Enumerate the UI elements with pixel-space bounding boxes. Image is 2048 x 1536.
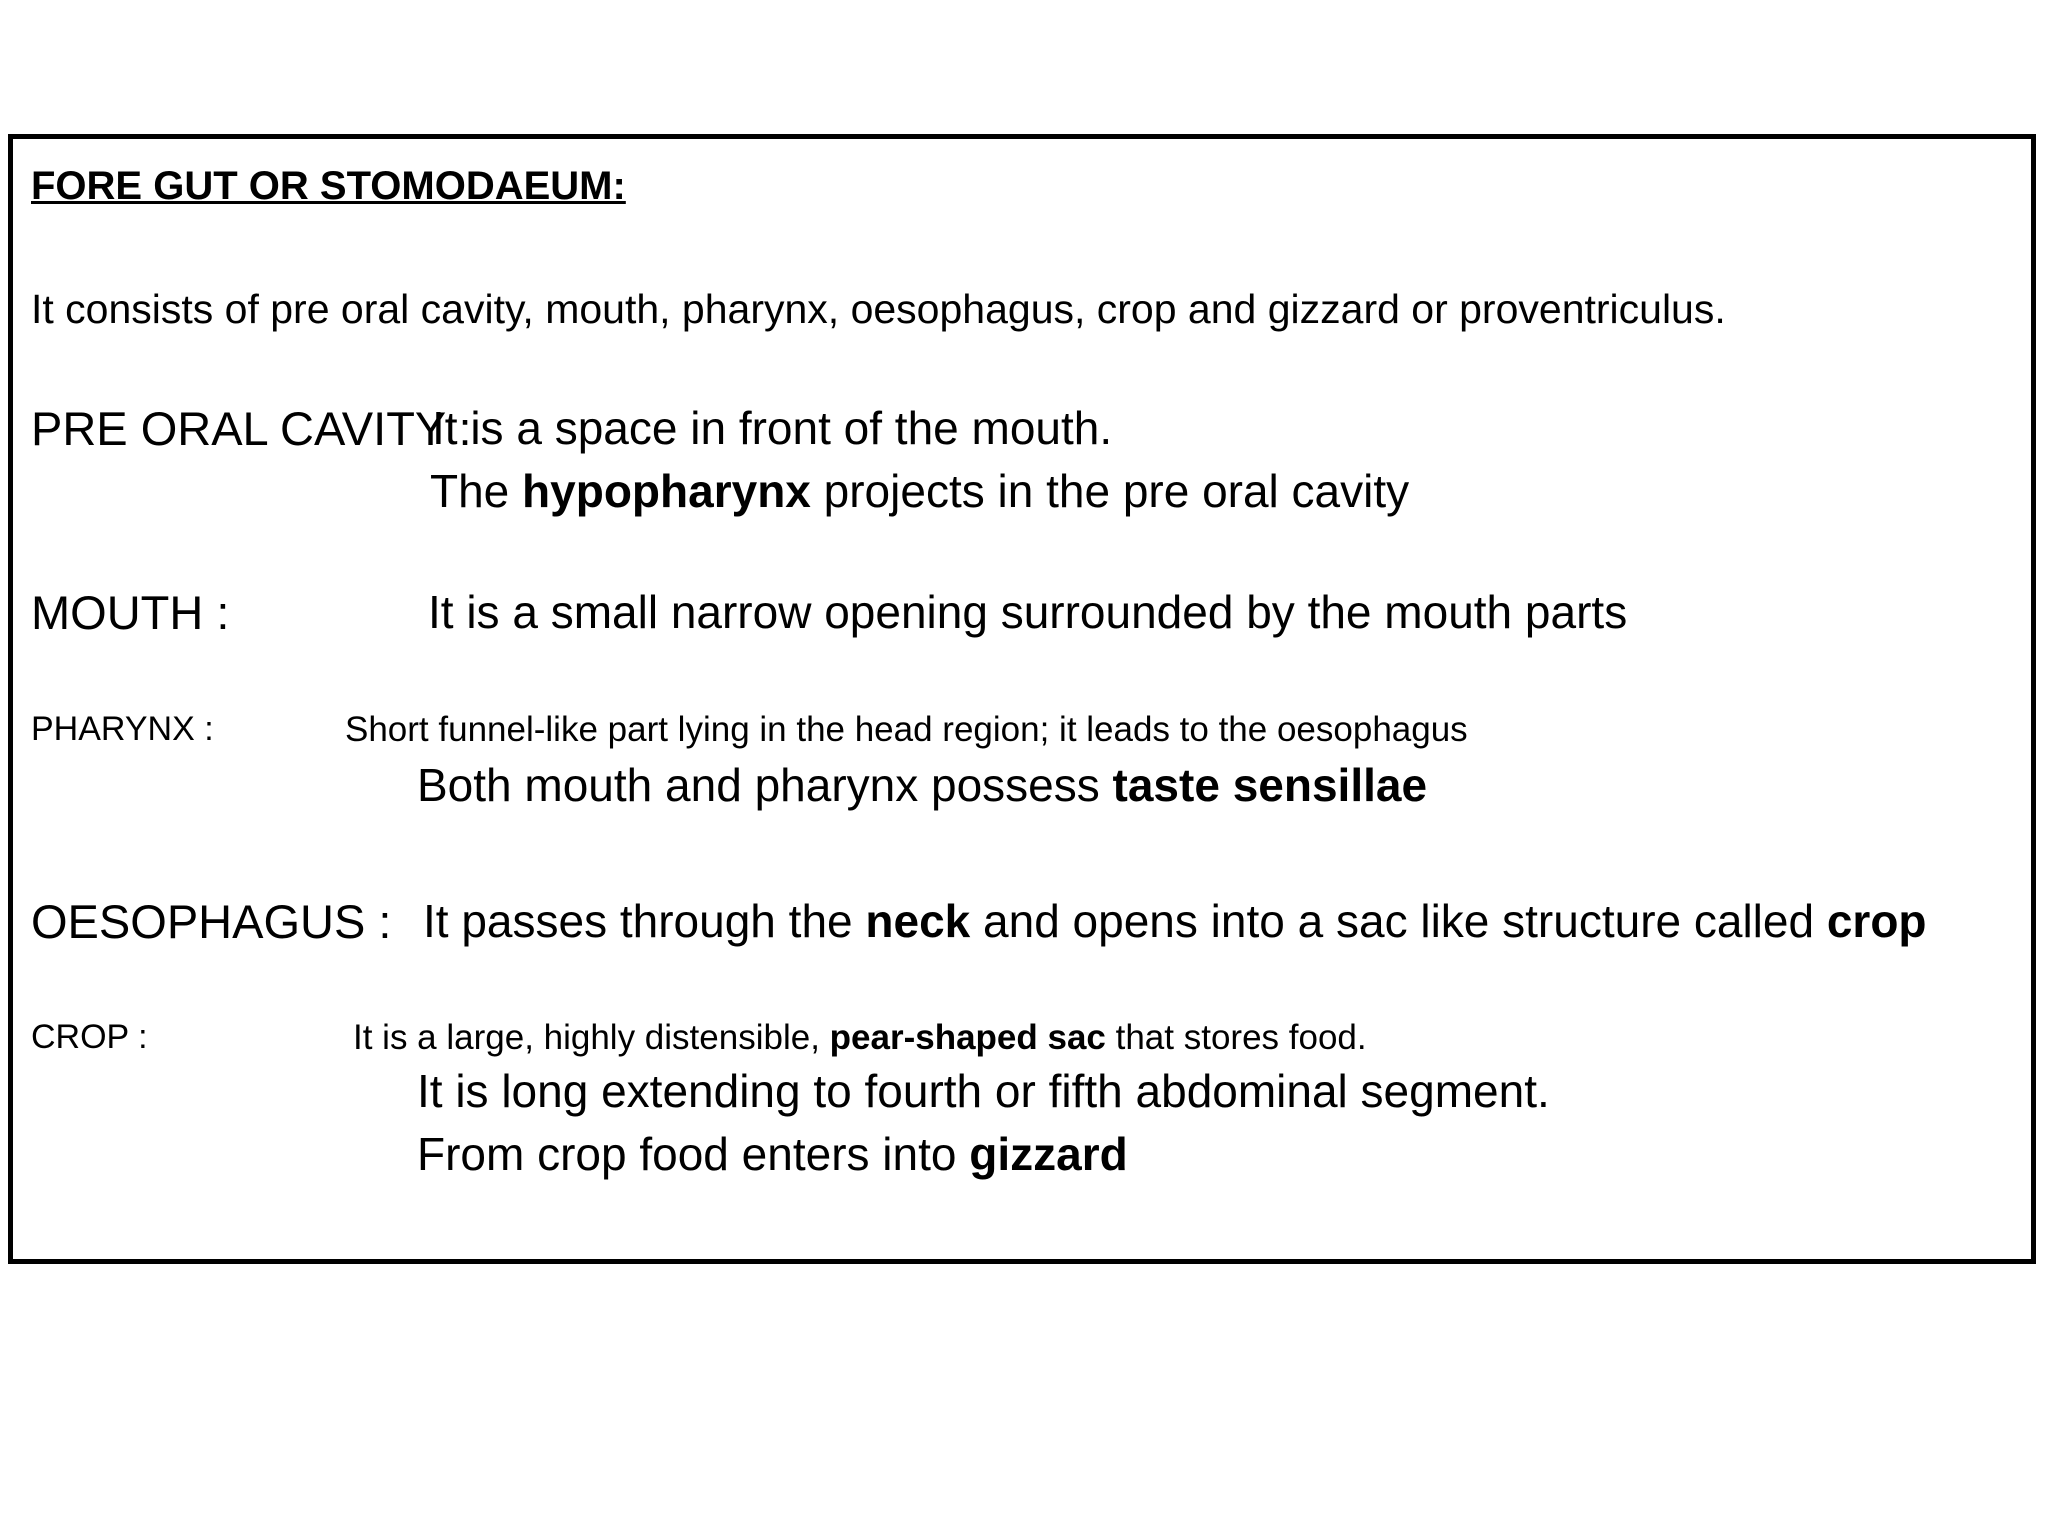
mouth-description: It is a small narrow opening surrounded by the mouth parts <box>428 586 1628 638</box>
crop-line-3: From crop food enters into gizzard <box>417 1128 1128 1180</box>
pharynx-line-2: Both mouth and pharynx possess taste sensillae <box>417 759 1428 811</box>
pre-oral-cavity-label: PRE ORAL CAVITY : <box>31 402 472 455</box>
pre-oral-cavity-line-2: The hypopharynx projects in the pre oral cavity <box>430 465 1410 517</box>
mouth-label: MOUTH : <box>31 586 230 639</box>
pre-oral-cavity-line-1: It is a space in front of the mouth. <box>432 402 1113 454</box>
intro-text: It consists of pre oral cavity, mouth, pharynx, oesophagus, crop and gizzard or proventriculus. <box>31 286 1726 332</box>
crop-label: CROP : <box>31 1018 148 1056</box>
slide-heading: FORE GUT OR STOMODAEUM: <box>31 164 626 208</box>
crop-line-2: It is long extending to fourth or fifth abdominal segment. <box>417 1065 1550 1117</box>
pharynx-line-1: Short funnel-like part lying in the head region; it leads to the oesophagus <box>345 710 1468 749</box>
crop-line-1: It is a large, highly distensible, pear-shaped sac that stores food. <box>353 1018 1367 1057</box>
oesophagus-description: It passes through the neck and opens into a sac like structure called crop <box>423 895 1927 947</box>
pharynx-label: PHARYNX : <box>31 710 214 748</box>
oesophagus-label: OESOPHAGUS : <box>31 895 392 948</box>
